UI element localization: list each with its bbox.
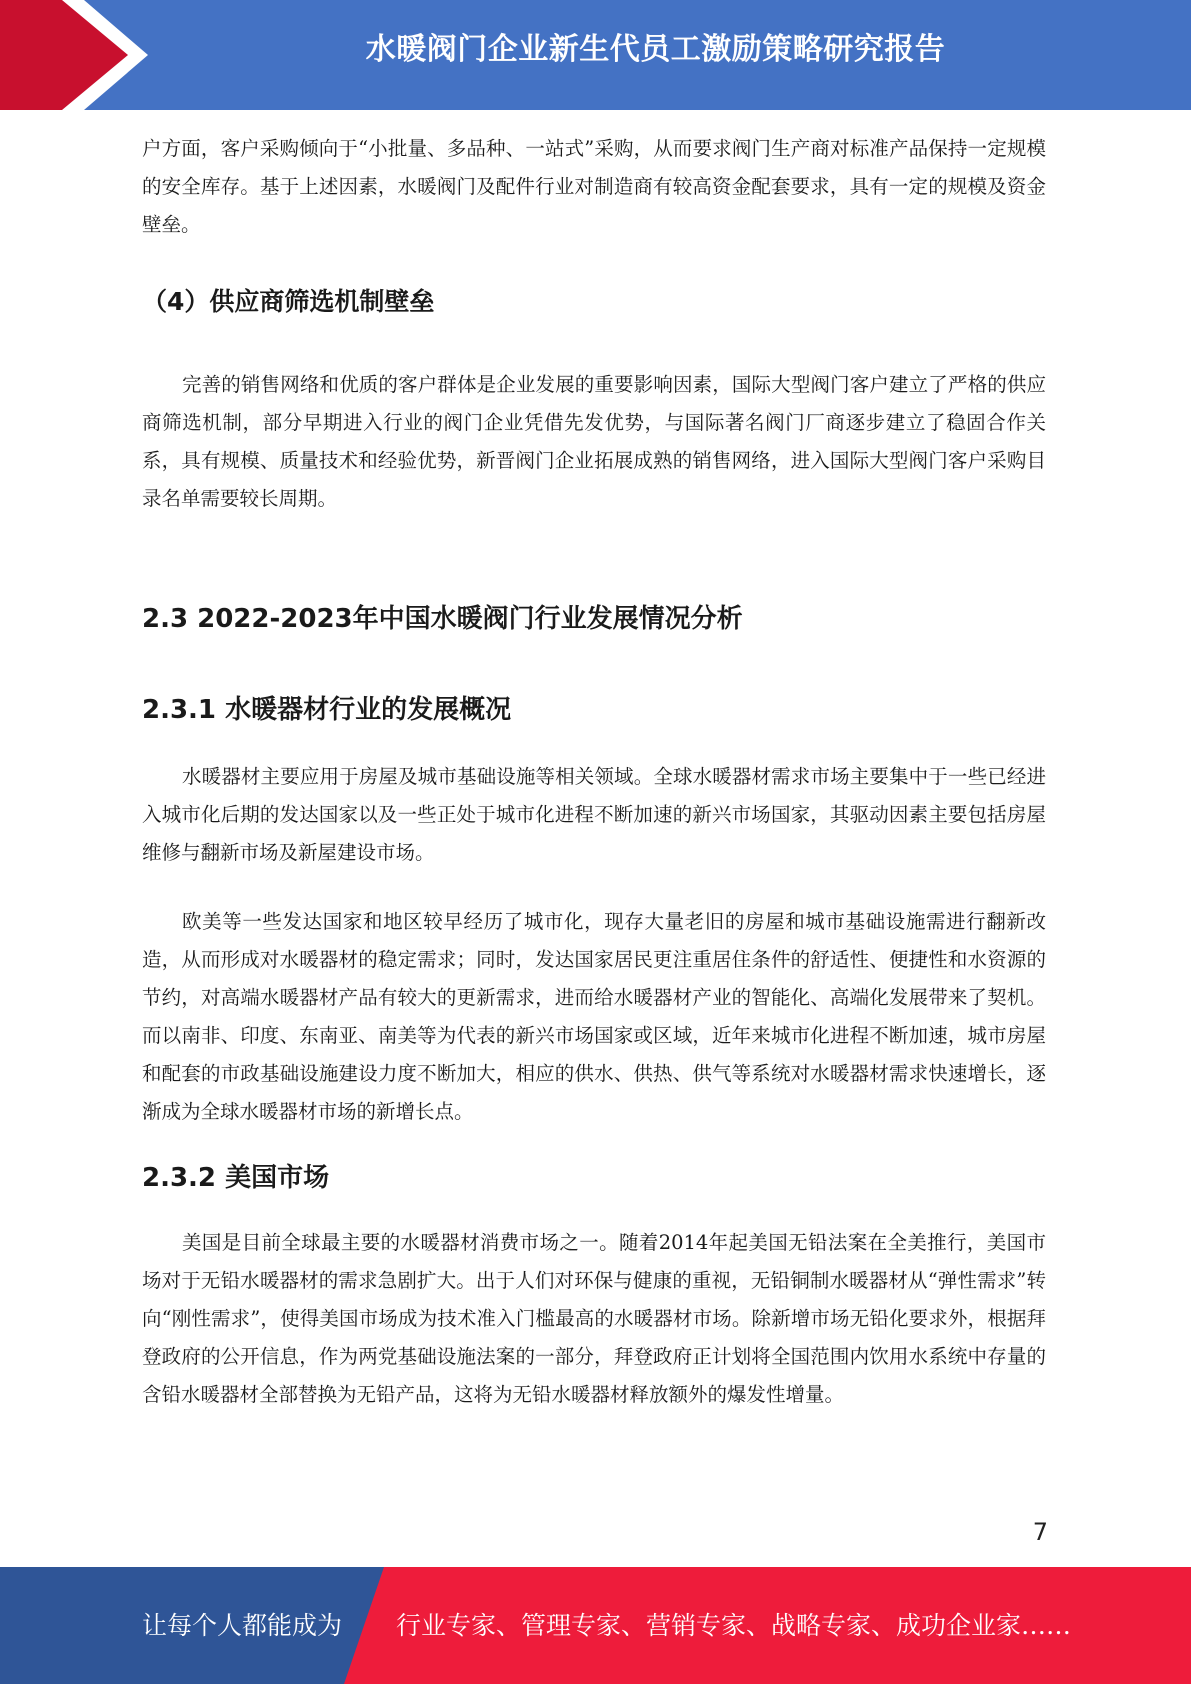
- paragraph-supplier-barrier: 完善的销售网络和优质的客户群体是企业发展的重要影响因素，国际大型阀门客户建立了严格的供应商筛选机制，部分早期进入行业的阀门企业凭借先发优势，与国际著名阀门厂商逐步建立了稳固合作关系，具有规模、质量技术和经验优势，新晋阀门企业拓展成熟的销售网络，进入国际大型阀门客户采购目录名单需要较长周期。: [142, 373, 1046, 510]
- page-number: 7: [1032, 1518, 1048, 1546]
- page-header: [0, 0, 1191, 110]
- heading-supplier-barrier: （4）供应商筛选机制壁垒: [142, 287, 435, 316]
- footer-slogan-left: 让每个人都能成为: [142, 1611, 343, 1640]
- heading-section-2-3: 2.3 2022-2023年中国水暖阀门行业发展情况分析: [142, 604, 743, 634]
- paragraph-intro: 户方面，客户采购倾向于“小批量、多品种、一站式”采购，从而要求阀门生产商对标准产品保持一定规模的安全库存。基于上述因素，水暖阀门及配件行业对制造商有较高资金配套要求，具有一定的规模及资金壁垒。: [142, 137, 1046, 236]
- heading-section-2-3-1: 2.3.1 水暖器材行业的发展概况: [142, 695, 512, 725]
- footer-slogan-right: 行业专家、管理专家、营销专家、战略专家、成功企业家……: [396, 1611, 1072, 1640]
- paragraph-industry-overview: 水暖器材主要应用于房屋及城市基础设施等相关领域。全球水暖器材需求市场主要集中于一些已经进入城市化后期的发达国家以及一些正处于城市化进程不断加速的新兴市场国家，其驱动因素主要包括房屋维修与翻新市场及新屋建设市场。: [142, 765, 1046, 864]
- heading-section-2-3-2: 2.3.2 美国市场: [142, 1163, 330, 1193]
- report-title: 水暖阀门企业新生代员工激励策略研究报告: [365, 32, 946, 67]
- paragraph-developed-markets: 欧美等一些发达国家和地区较早经历了城市化，现存大量老旧的房屋和城市基础设施需进行翻新改造，从而形成对水暖器材的稳定需求；同时，发达国家居民更注重居住条件的舒适性、便捷性和水资源的节约，对高端水暖器材产品有较大的更新需求，进而给水暖器材产业的智能化、高端化发展带来了契机。而以南非、印度、东南亚、南美等为代表的新兴市场国家或区域，近年来城市化进程不断加速，城市房屋和配套的市政基础设施建设力度不断加大，相应的供水、供热、供气等系统对水暖器材需求快速增长，逐渐成为全球水暖器材市场的新增长点。: [142, 910, 1046, 1123]
- paragraph-us-market: 美国是目前全球最主要的水暖器材消费市场之一。随着2014年起美国无铅法案在全美推行，美国市场对于无铅水暖器材的需求急剧扩大。出于人们对环保与健康的重视，无铅铜制水暖器材从“弹性需求”转向“刚性需求”，使得美国市场成为技术准入门槛最高的水暖器材市场。除新增市场无铅化要求外，根据拜登政府的公开信息，作为两党基础设施法案的一部分，拜登政府正计划将全国范围内饮用水系统中存量的含铅水暖器材全部替换为无铅产品，这将为无铅水暖器材释放额外的爆发性增量。: [142, 1231, 1046, 1406]
- document-body: [142, 130, 1046, 1414]
- page-footer: [0, 1567, 1191, 1684]
